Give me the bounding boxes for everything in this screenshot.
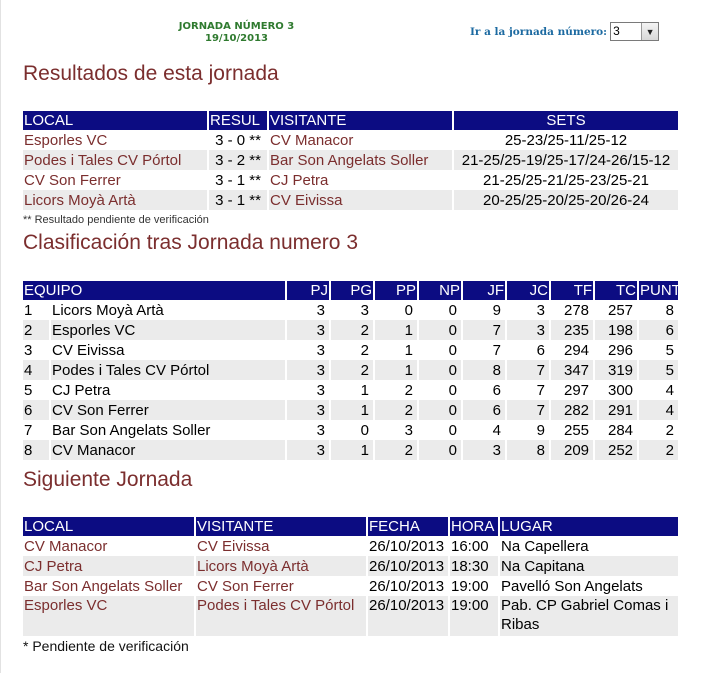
standing-tc: 319 [594, 360, 638, 380]
standing-puntos: 5 [638, 340, 679, 360]
next-row [23, 576, 679, 596]
standings-header-pp: PP [374, 281, 418, 300]
standings-header-np: NP [418, 281, 462, 300]
next-hora: 19:00 [449, 576, 499, 596]
chevron-down-icon[interactable]: ▼ [641, 23, 658, 40]
standing-np: 0 [418, 440, 462, 460]
standing-puntos: 2 [638, 420, 679, 440]
results-header-row [23, 111, 679, 130]
standing-pg: 0 [330, 420, 374, 440]
standing-jc: 7 [506, 400, 550, 420]
next-lugar: Na Capellera [499, 536, 679, 556]
standing-jf: 8 [462, 360, 506, 380]
standing-position: 5 [23, 380, 50, 400]
standings-table [23, 281, 702, 460]
standing-puntos: 4 [638, 380, 679, 400]
standings-header-jc: JC [506, 281, 550, 300]
standing-jf: 7 [462, 320, 506, 340]
standing-pp: 3 [374, 420, 418, 440]
standing-pp: 2 [374, 400, 418, 420]
standing-np: 0 [418, 360, 462, 380]
standings-row [23, 380, 679, 400]
standings-row [23, 440, 679, 460]
standings-row [23, 340, 679, 360]
standing-pj: 3 [286, 440, 330, 460]
standing-np: 0 [418, 400, 462, 420]
standing-pg: 1 [330, 380, 374, 400]
standing-pp: 0 [374, 300, 418, 320]
results-header-local: LOCAL [23, 111, 208, 130]
next-visitante-link[interactable]: CV Son Ferrer [195, 576, 367, 596]
next-visitante-link[interactable]: Licors Moyà Artà [195, 556, 367, 576]
next-header-lugar: LUGAR [499, 517, 679, 536]
standing-position: 6 [23, 400, 50, 420]
next-row [23, 596, 679, 636]
standings-row [23, 400, 679, 420]
standing-pj: 3 [286, 400, 330, 420]
results-table [23, 111, 680, 210]
standing-position: 3 [23, 340, 50, 360]
standing-pj: 3 [286, 360, 330, 380]
results-row [23, 130, 679, 150]
standing-pg: 2 [330, 340, 374, 360]
standing-jc: 9 [506, 420, 550, 440]
standing-team: CV Son Ferrer [50, 400, 286, 420]
standing-pj: 3 [286, 420, 330, 440]
standing-np: 0 [418, 340, 462, 360]
next-header-hora: HORA [449, 517, 499, 536]
standing-pj: 3 [286, 320, 330, 340]
standing-team: CV Manacor [50, 440, 286, 460]
standings-row [23, 420, 679, 440]
standing-pp: 2 [374, 380, 418, 400]
standing-position: 2 [23, 320, 50, 340]
standing-tf: 209 [550, 440, 594, 460]
standing-jf: 9 [462, 300, 506, 320]
next-row [23, 536, 679, 556]
standing-pg: 1 [330, 440, 374, 460]
standing-pp: 2 [374, 440, 418, 460]
next-local-link[interactable]: CJ Petra [23, 556, 195, 576]
standing-tc: 284 [594, 420, 638, 440]
standings-title: Clasificación tras Jornada numero 3 [23, 231, 358, 254]
result-local-link[interactable]: Licors Moyà Artà [23, 190, 208, 210]
next-lugar: Na Capitana [499, 556, 679, 576]
results-note: ** Resultado pendiente de verificación [23, 214, 209, 226]
standing-pg: 3 [330, 300, 374, 320]
result-local-link[interactable]: Esporles VC [23, 130, 208, 150]
standing-puntos: 2 [638, 440, 679, 460]
standing-jc: 7 [506, 380, 550, 400]
result-visitante-link[interactable]: Bar Son Angelats Soller [268, 150, 453, 170]
standing-position: 1 [23, 300, 50, 320]
next-fecha: 26/10/2013 [367, 556, 449, 576]
result-visitante-link[interactable]: CJ Petra [268, 170, 453, 190]
standing-jf: 7 [462, 340, 506, 360]
standing-position: 4 [23, 360, 50, 380]
standing-pg: 1 [330, 400, 374, 420]
standing-team: CV Eivissa [50, 340, 286, 360]
next-fecha: 26/10/2013 [367, 536, 449, 556]
standing-tc: 291 [594, 400, 638, 420]
standings-header-pg: PG [330, 281, 374, 300]
standing-np: 0 [418, 320, 462, 340]
standing-np: 0 [418, 420, 462, 440]
next-header-local: LOCAL [23, 517, 195, 536]
next-title: Siguiente Jornada [23, 468, 193, 491]
result-visitante-link[interactable]: CV Manacor [268, 130, 453, 150]
next-note: * Pendiente de verificación [23, 638, 189, 654]
standing-jc: 6 [506, 340, 550, 360]
standing-puntos: 8 [638, 300, 679, 320]
standing-jf: 6 [462, 380, 506, 400]
standing-pp: 1 [374, 320, 418, 340]
jornada-select[interactable] [610, 22, 659, 41]
standing-jf: 3 [462, 440, 506, 460]
standings-header-jf: JF [462, 281, 506, 300]
standings-header-pj: PJ [286, 281, 330, 300]
jornada-date: 19/10/2013 [205, 33, 268, 44]
results-title: Resultados de esta jornada [23, 62, 279, 85]
result-sets: 25-23/25-11/25-12 [453, 130, 679, 150]
results-header-visitante: VISITANTE [268, 111, 453, 130]
standing-jc: 3 [506, 320, 550, 340]
result-visitante-link[interactable]: CV Eivissa [268, 190, 453, 210]
result-sets: 20-25/25-20/25-20/26-24 [453, 190, 679, 210]
results-row [23, 150, 679, 170]
next-header-visitante: VISITANTE [195, 517, 367, 536]
jornada-heading [164, 21, 309, 45]
standing-np: 0 [418, 300, 462, 320]
standing-tf: 294 [550, 340, 594, 360]
next-visitante-link[interactable]: CV Eivissa [195, 536, 367, 556]
next-hora: 16:00 [449, 536, 499, 556]
standings-header-tf: TF [550, 281, 594, 300]
standing-tf: 278 [550, 300, 594, 320]
next-lugar: Pab. CP Gabriel Comas i Ribas [499, 596, 679, 636]
standing-team: Esporles VC [50, 320, 286, 340]
standing-jc: 7 [506, 360, 550, 380]
standing-tc: 257 [594, 300, 638, 320]
result-local-link[interactable]: CV Son Ferrer [23, 170, 208, 190]
standing-team: Bar Son Angelats Soller [50, 420, 286, 440]
standing-puntos: 6 [638, 320, 679, 340]
jornada-picker [470, 22, 659, 41]
page-left-border [0, 0, 1, 673]
next-local-link[interactable]: Bar Son Angelats Soller [23, 576, 195, 596]
result-sets: 21-25/25-19/25-17/24-26/15-12 [453, 150, 679, 170]
result-score: 3 - 0 ** [208, 130, 268, 150]
result-score: 3 - 1 ** [208, 170, 268, 190]
standing-tf: 235 [550, 320, 594, 340]
result-sets: 21-25/25-21/25-23/25-21 [453, 170, 679, 190]
standing-puntos: 4 [638, 400, 679, 420]
standings-row [23, 320, 679, 340]
results-header-resul: RESUL [208, 111, 268, 130]
next-row [23, 556, 679, 576]
standing-pj: 3 [286, 300, 330, 320]
standing-jf: 6 [462, 400, 506, 420]
standings-row [23, 360, 679, 380]
standing-pp: 1 [374, 340, 418, 360]
standing-position: 8 [23, 440, 50, 460]
standing-tf: 297 [550, 380, 594, 400]
standing-tf: 282 [550, 400, 594, 420]
next-header-row [23, 517, 679, 536]
standings-header-equipo: EQUIPO [23, 281, 286, 300]
next-table [23, 517, 680, 636]
standing-np: 0 [418, 380, 462, 400]
result-local-link[interactable]: Podes i Tales CV Pórtol [23, 150, 208, 170]
standing-jc: 8 [506, 440, 550, 460]
next-hora: 19:00 [449, 596, 499, 636]
results-header-sets: SETS [453, 111, 679, 130]
results-row [23, 190, 679, 210]
standing-pg: 2 [330, 320, 374, 340]
standing-tc: 198 [594, 320, 638, 340]
standing-jf: 4 [462, 420, 506, 440]
next-fecha: 26/10/2013 [367, 596, 449, 636]
next-lugar: Pavelló Son Angelats [499, 576, 679, 596]
next-local-link[interactable]: Esporles VC [23, 596, 195, 636]
next-fecha: 26/10/2013 [367, 576, 449, 596]
standing-tf: 347 [550, 360, 594, 380]
standing-tc: 296 [594, 340, 638, 360]
standing-jc: 3 [506, 300, 550, 320]
standings-row [23, 300, 679, 320]
standings-header-tc: TC [594, 281, 638, 300]
result-score: 3 - 2 ** [208, 150, 268, 170]
standings-header-puntos: PUNTOS [640, 282, 702, 299]
jornada-title: JORNADA NÚMERO 3 [178, 21, 295, 32]
next-visitante-link[interactable]: Podes i Tales CV Pórtol [195, 596, 367, 636]
jornada-select-value: 3 [613, 24, 620, 38]
standing-puntos: 5 [638, 360, 679, 380]
result-score: 3 - 1 ** [208, 190, 268, 210]
next-local-link[interactable]: CV Manacor [23, 536, 195, 556]
results-row [23, 170, 679, 190]
standing-tc: 300 [594, 380, 638, 400]
standing-pp: 1 [374, 360, 418, 380]
standing-tf: 255 [550, 420, 594, 440]
next-hora: 18:30 [449, 556, 499, 576]
standing-team: CJ Petra [50, 380, 286, 400]
standing-pg: 2 [330, 360, 374, 380]
standing-tc: 252 [594, 440, 638, 460]
standing-pj: 3 [286, 340, 330, 360]
standing-team: Podes i Tales CV Pórtol [50, 360, 286, 380]
standing-team: Licors Moyà Artà [50, 300, 286, 320]
standings-header-row [23, 281, 679, 300]
next-header-fecha: FECHA [367, 517, 449, 536]
standing-pj: 3 [286, 380, 330, 400]
jornada-picker-label: Ir a la jornada número: [470, 25, 608, 38]
standing-position: 7 [23, 420, 50, 440]
